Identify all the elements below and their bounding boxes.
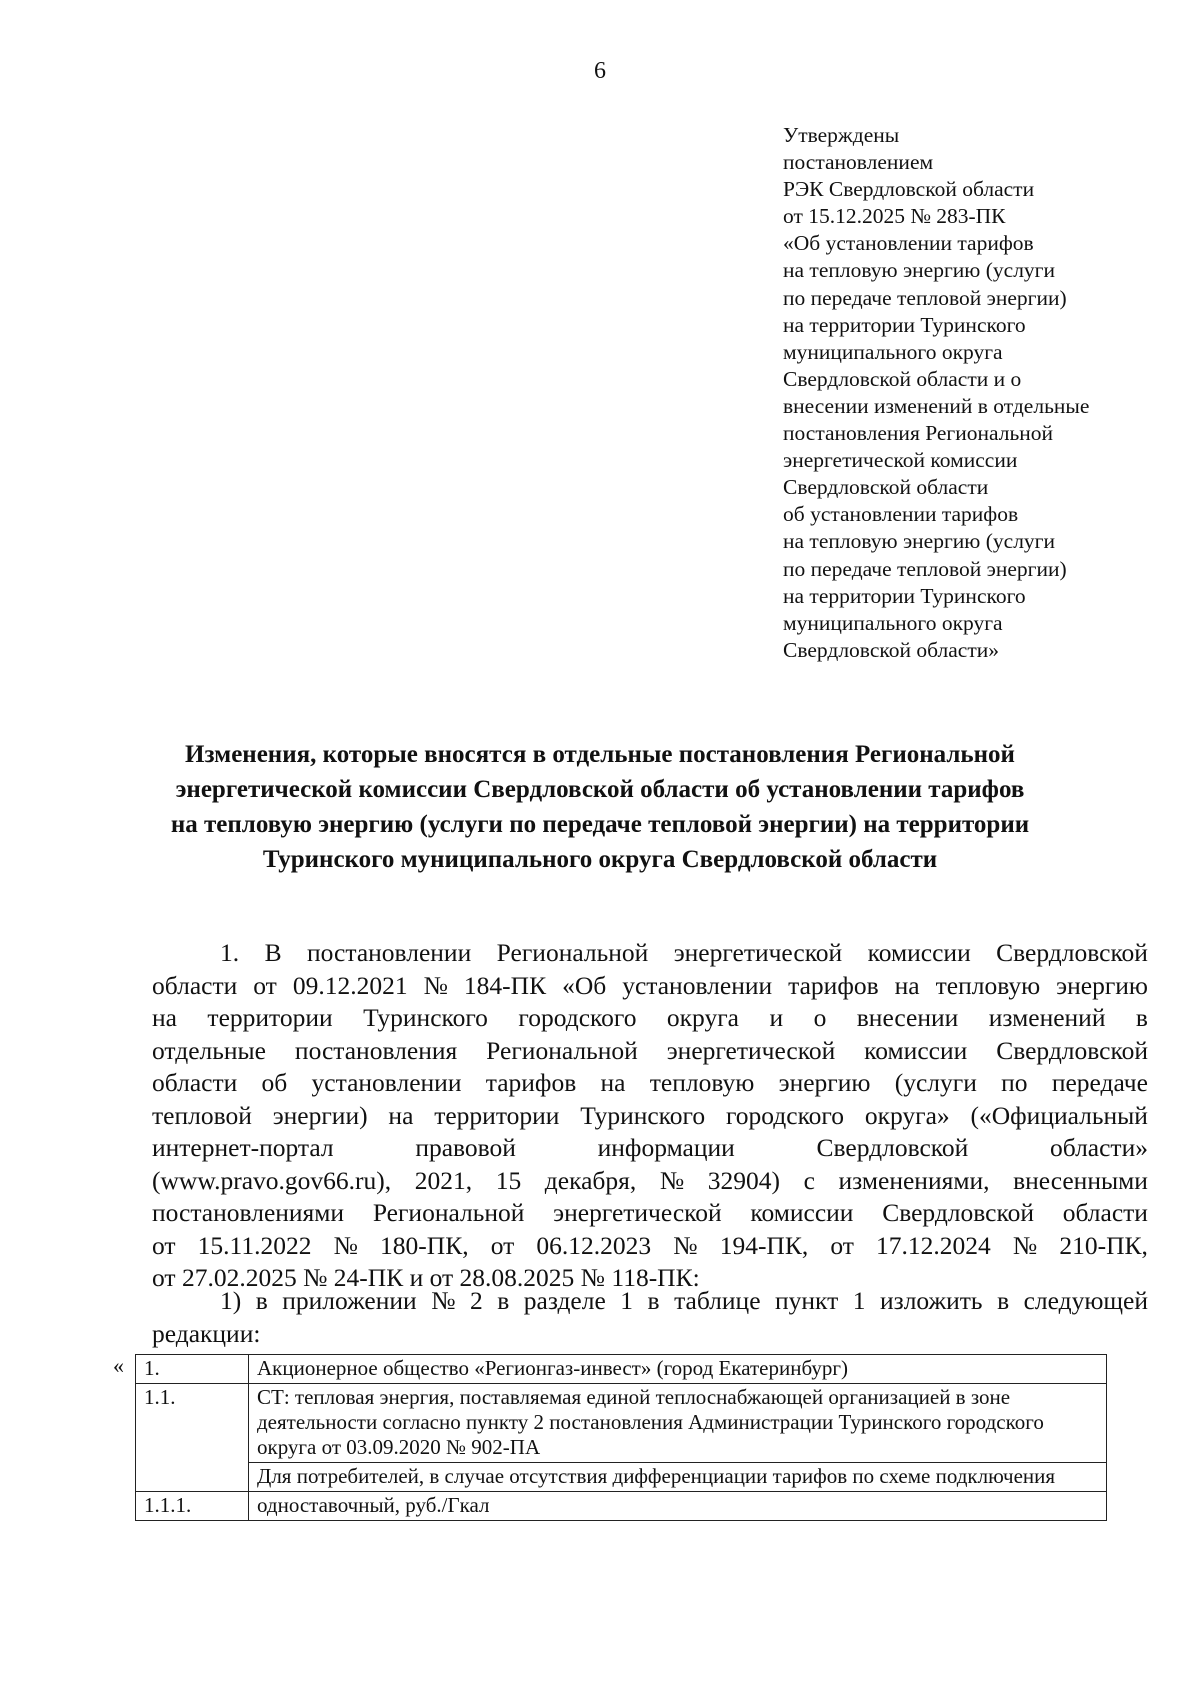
paragraph-line	[152, 1318, 1148, 1351]
paragraph-word: энергию	[778, 1068, 871, 1097]
approval_block-line: Свердловской области»	[783, 637, 999, 662]
paragraph-word: отдельные	[152, 1035, 266, 1065]
paragraph-word: изменениями,	[838, 1165, 990, 1195]
approval_block-line: муниципального округа	[783, 339, 1003, 364]
title_lines-line: Изменения, которые вносятся в отдельные постановления Региональной	[185, 741, 1015, 768]
paragraph-word: 24-ПК	[333, 1263, 410, 1292]
paragraph-word: городского	[518, 1003, 637, 1032]
paragraph-word: энергию	[1056, 970, 1148, 1000]
paragraph-word: энергетической	[666, 1035, 836, 1065]
paragraph-word: Свердловской	[816, 1133, 969, 1162]
table-cell-number: 1.	[136, 1355, 249, 1384]
paragraph-word: №	[423, 970, 448, 1000]
paragraph-line	[152, 1230, 1148, 1263]
approval_block-line: на территории Туринского	[783, 312, 1026, 337]
approval-block	[783, 122, 1183, 664]
paragraph-word: №	[659, 1165, 685, 1195]
paragraph-word: тепловую	[935, 970, 1041, 1000]
approval_block-line: Свердловской области и о	[783, 366, 1022, 391]
paragraph-word: 184-ПК	[463, 970, 547, 1000]
paragraph-word: энергетической	[553, 1198, 722, 1227]
paragraph-word: разделе	[523, 1286, 606, 1315]
paragraph-2	[152, 1285, 1148, 1350]
paragraph-word: на	[388, 1100, 414, 1130]
paragraph-word: интернет-портал	[152, 1133, 334, 1162]
approval_block-line: от 15.12.2025 № 283-ПК	[783, 204, 1006, 229]
paragraph-word: комиссии	[864, 1035, 968, 1065]
paragraph-word: тепловой	[152, 1100, 252, 1130]
table-cell-number: 1.1.	[136, 1384, 249, 1492]
paragraph-word: (услуги	[894, 1068, 977, 1097]
paragraph-word: энергии)	[272, 1100, 368, 1130]
paragraph-word: области	[152, 970, 238, 1000]
paragraph-word: об	[261, 1068, 288, 1097]
approval_block-line: Свердловской области	[783, 475, 989, 500]
paragraph-word: комиссии	[867, 938, 971, 967]
table-row	[136, 1492, 1107, 1521]
paragraph-word: («Официальный	[970, 1100, 1148, 1130]
paragraph-word: городского	[725, 1100, 844, 1130]
title_lines-line: Туринского муниципального округа Свердловской области	[262, 846, 938, 873]
paragraph-line	[152, 1002, 1148, 1035]
paragraph-word: №	[1012, 1230, 1038, 1260]
paragraph-word: (www.pravo.gov66.ru),	[152, 1165, 392, 1195]
paragraph-word: по	[1001, 1068, 1028, 1097]
paragraph-word: следующей	[1023, 1286, 1148, 1315]
paragraph-word: 1.	[220, 938, 240, 967]
table-cell-text: Для потребителей, в случае отсутствия дифференциации тарифов по схеме подключения	[249, 1463, 1107, 1492]
paragraph-word: на	[894, 970, 920, 1000]
paragraph-word: 1	[620, 1286, 634, 1315]
paragraph-word: приложении	[282, 1286, 417, 1315]
approval_block-line: по передаче тепловой энергии)	[783, 556, 1067, 581]
paragraph-word: редакции:	[152, 1318, 261, 1348]
paragraph-word: №	[333, 1230, 358, 1260]
paragraph-word: постановления	[294, 1035, 458, 1065]
paragraph-word: от	[429, 1263, 460, 1292]
title_lines-line: энергетической комиссии Свердловской области об установлении тарифов	[175, 776, 1025, 803]
table-row	[136, 1384, 1107, 1463]
paragraph-line	[152, 1100, 1148, 1133]
paragraph-word: Свердловской	[996, 938, 1148, 967]
paragraph-word: округа»	[864, 1100, 950, 1130]
paragraph-word: постановлениями	[152, 1198, 345, 1227]
paragraph-word: 2021,	[414, 1165, 473, 1195]
paragraph-word: Региональной	[496, 938, 649, 967]
paragraph-word: с	[803, 1165, 815, 1195]
paragraph-word: внесенными	[1013, 1165, 1148, 1195]
paragraph-word: информации	[597, 1133, 735, 1162]
paragraph-word: внесении	[856, 1003, 959, 1032]
paragraph-word: от	[253, 970, 277, 1000]
paragraph-word: установлении	[311, 1068, 462, 1097]
paragraph-word: №	[431, 1286, 456, 1315]
paragraph-word: и	[769, 1003, 784, 1032]
paragraph-line	[152, 1067, 1148, 1100]
paragraph-word: 06.12.2023	[536, 1230, 652, 1260]
approval_block-line: постановления Региональной	[783, 421, 1054, 446]
approval_block-line: постановлением	[783, 150, 934, 175]
approval_block-line: об установлении тарифов	[783, 502, 1019, 527]
paragraph-word: области	[152, 1068, 238, 1097]
paragraph-word: в	[647, 1286, 660, 1315]
paragraph-word: в	[1135, 1003, 1148, 1032]
approval_block-line: по передаче тепловой энергии)	[783, 285, 1067, 310]
approval_block-line: на тепловую энергию (услуги	[783, 258, 1055, 283]
paragraph-word: от	[490, 1230, 515, 1260]
paragraph-line	[152, 1197, 1148, 1230]
paragraph-word: передаче	[1051, 1068, 1148, 1097]
approval_block-line: на территории Туринского	[783, 583, 1026, 608]
paragraph-word: Свердловской	[996, 1035, 1148, 1065]
paragraph-word: В	[264, 938, 282, 967]
paragraph-word: от	[152, 1263, 182, 1292]
paragraph-line	[152, 970, 1148, 1003]
paragraph-word: в	[497, 1286, 510, 1315]
paragraph-word: тепловую	[649, 1068, 755, 1097]
paragraph-word: тарифов	[485, 1068, 577, 1097]
approval_block-line: внесении изменений в отдельные	[783, 393, 1090, 418]
table-cell-text: СТ: тепловая энергия, поставляемая единой теплоснабжающей организацией в зоне деятельности согласно пункту 2 постановления Администрации Туринского городского округа от 03.09.2020 № 902-ПА	[249, 1384, 1107, 1463]
paragraph-word: 17.12.2024	[876, 1230, 991, 1260]
paragraph-word: 2	[470, 1286, 483, 1315]
paragraph-word: постановлении	[307, 938, 472, 967]
paragraph-word: 118-ПК:	[611, 1263, 700, 1292]
paragraph-word: 180-ПК,	[380, 1230, 469, 1260]
paragraph-word: тарифов	[788, 970, 879, 1000]
paragraph-word: 28.08.2025	[459, 1263, 581, 1292]
paragraph-word: пункт	[775, 1286, 839, 1315]
paragraph-word: установлении	[622, 970, 773, 1000]
amendment-table	[135, 1354, 1107, 1521]
title_lines-line: на тепловую энергию (услуги по передаче тепловой энергии) на территории	[170, 811, 1030, 838]
paragraph-word: Региональной	[372, 1198, 525, 1227]
paragraph-word: изложить	[879, 1286, 983, 1315]
paragraph-line	[152, 1165, 1148, 1198]
paragraph-word: №	[580, 1263, 612, 1292]
paragraph-word: Свердловской	[882, 1198, 1034, 1227]
opening-quote-mark: «	[113, 1353, 124, 1378]
paragraph-word: 194-ПК,	[719, 1230, 809, 1260]
document-title	[120, 737, 1080, 877]
approval_block-line: муниципального округа	[783, 610, 1003, 635]
approval_block-line: энергетической комиссии	[783, 448, 1018, 473]
paragraph-word: о	[813, 1003, 827, 1032]
paragraph-word: 09.12.2021	[292, 970, 408, 1000]
paragraph-word: Туринского	[363, 1003, 488, 1032]
paragraph-word: территории	[207, 1003, 333, 1032]
paragraph-word: Региональной	[486, 1035, 638, 1065]
table-row	[136, 1355, 1107, 1384]
paragraph-line	[152, 1132, 1148, 1165]
paragraph-word: комиссии	[750, 1198, 854, 1227]
paragraph-word: энергетической	[673, 938, 843, 967]
paragraph-word: правовой	[415, 1133, 516, 1162]
paragraph-word: изменений	[988, 1003, 1106, 1032]
paragraph-word: 15.11.2022	[197, 1230, 312, 1260]
table-cell-text: Акционерное общество «Регионгаз-инвест» (город Екатеринбург)	[249, 1355, 1107, 1384]
approval_block-line: на тепловую энергию (услуги	[783, 529, 1055, 554]
table-cell-text: одноставочный, руб./Гкал	[249, 1492, 1107, 1521]
approval_block-line: «Об установлении тарифов	[783, 231, 1034, 256]
paragraph-word: 32904)	[707, 1165, 781, 1195]
paragraph-word: территории	[434, 1100, 560, 1130]
paragraph-word: «Об	[562, 970, 607, 1000]
paragraph-1	[152, 937, 1148, 1295]
paragraph-word: Туринского	[580, 1100, 706, 1130]
paragraph-word: декабря,	[544, 1165, 637, 1195]
table-row	[136, 1463, 1107, 1492]
paragraph-line	[152, 937, 1148, 970]
paragraph-line	[152, 1035, 1148, 1068]
paragraph-word: в	[997, 1286, 1010, 1315]
paragraph-word: округа	[666, 1003, 739, 1032]
approval_block-line: РЭК Свердловской области	[783, 177, 1035, 202]
paragraph-word: области»	[1049, 1133, 1148, 1162]
paragraph-word: 15	[495, 1165, 522, 1195]
paragraph-word: №	[303, 1263, 334, 1292]
paragraph-word: на	[152, 1003, 177, 1032]
paragraph-word: от	[830, 1230, 854, 1260]
paragraph-word: 27.02.2025	[181, 1263, 304, 1292]
paragraph-word: №	[673, 1230, 698, 1260]
paragraph-word: таблице	[674, 1286, 761, 1315]
paragraph-word: в	[255, 1286, 268, 1315]
table-cell-number: 1.1.1.	[136, 1492, 249, 1521]
paragraph-word: области	[1062, 1198, 1148, 1227]
paragraph-word: 1	[852, 1286, 866, 1315]
paragraph-line	[152, 1285, 1148, 1318]
paragraph-word: от	[152, 1230, 176, 1260]
paragraph-word: и	[409, 1263, 430, 1292]
page-number: 6	[594, 58, 606, 84]
approval_block-line: Утверждены	[783, 123, 900, 147]
paragraph-word: на	[600, 1068, 626, 1097]
paragraph-word: 210-ПК,	[1059, 1230, 1148, 1260]
paragraph-word: 1)	[220, 1286, 242, 1315]
